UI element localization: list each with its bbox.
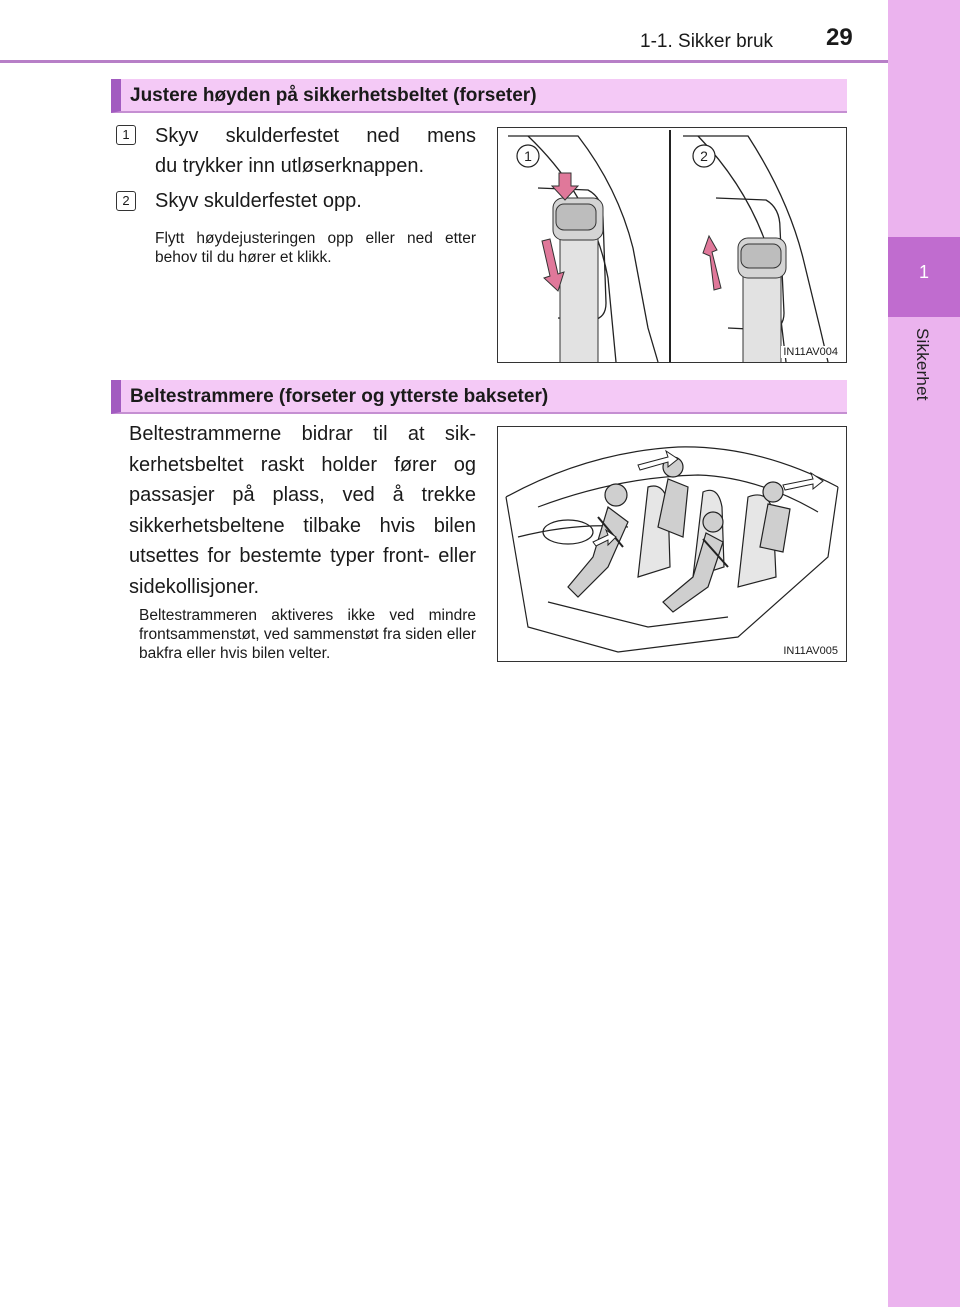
step-text: Skyv skulderfestet opp. — [155, 190, 362, 212]
section-title: Beltestrammere (forseter og ytterste bakseter) — [130, 386, 549, 407]
section-title: Justere høyden på sikkerhetsbeltet (forseter) — [130, 85, 537, 106]
figure-seatbelt-adjuster — [497, 127, 847, 363]
car-interior-illustration — [498, 427, 847, 662]
callout-2: 2 — [700, 148, 708, 164]
note-text: Flytt høydejusteringen opp eller ned etter behov til du hører et klikk. — [155, 230, 476, 266]
section-heading-height-adjuster — [111, 79, 847, 113]
header-rule — [0, 60, 888, 63]
section-heading-pretensioners — [111, 380, 847, 414]
chapter-number: 1 — [918, 262, 929, 282]
step-number: 2 — [116, 191, 136, 211]
step-number: 1 — [116, 125, 136, 145]
step-text-line: Skyv skulderfestet ned mens — [155, 125, 476, 147]
figure-pretensioners — [497, 426, 847, 662]
step-text-line: du trykker inn utløserknappen. — [155, 155, 425, 177]
chapter-label: Sikkerhet — [913, 328, 932, 401]
page-number: 29 — [826, 24, 853, 51]
note-text: Beltestrammeren aktiveres ikke ved mindre frontsammenstøt, ved sammenstøt fra siden eller bakfra eller hvis bilen velter. — [139, 607, 476, 662]
body-paragraph: Beltestrammerne bidrar til at sik-kerhetsbeltet raskt holder fører og passasjer på plass, ved å trekke sikkerhetsbeltene tilbake hvis bilen utsettes for bestemte typer front- eller sidekollisjoner. — [129, 423, 476, 598]
figure-code: IN11AV004 — [783, 346, 838, 358]
running-header: 1-1. Sikker bruk — [640, 31, 774, 52]
figure-code: IN11AV005 — [783, 645, 838, 657]
side-tab — [888, 0, 960, 1307]
seatbelt-adjuster-illustration — [498, 128, 847, 363]
callout-1: 1 — [524, 148, 532, 164]
step-text — [155, 121, 476, 181]
